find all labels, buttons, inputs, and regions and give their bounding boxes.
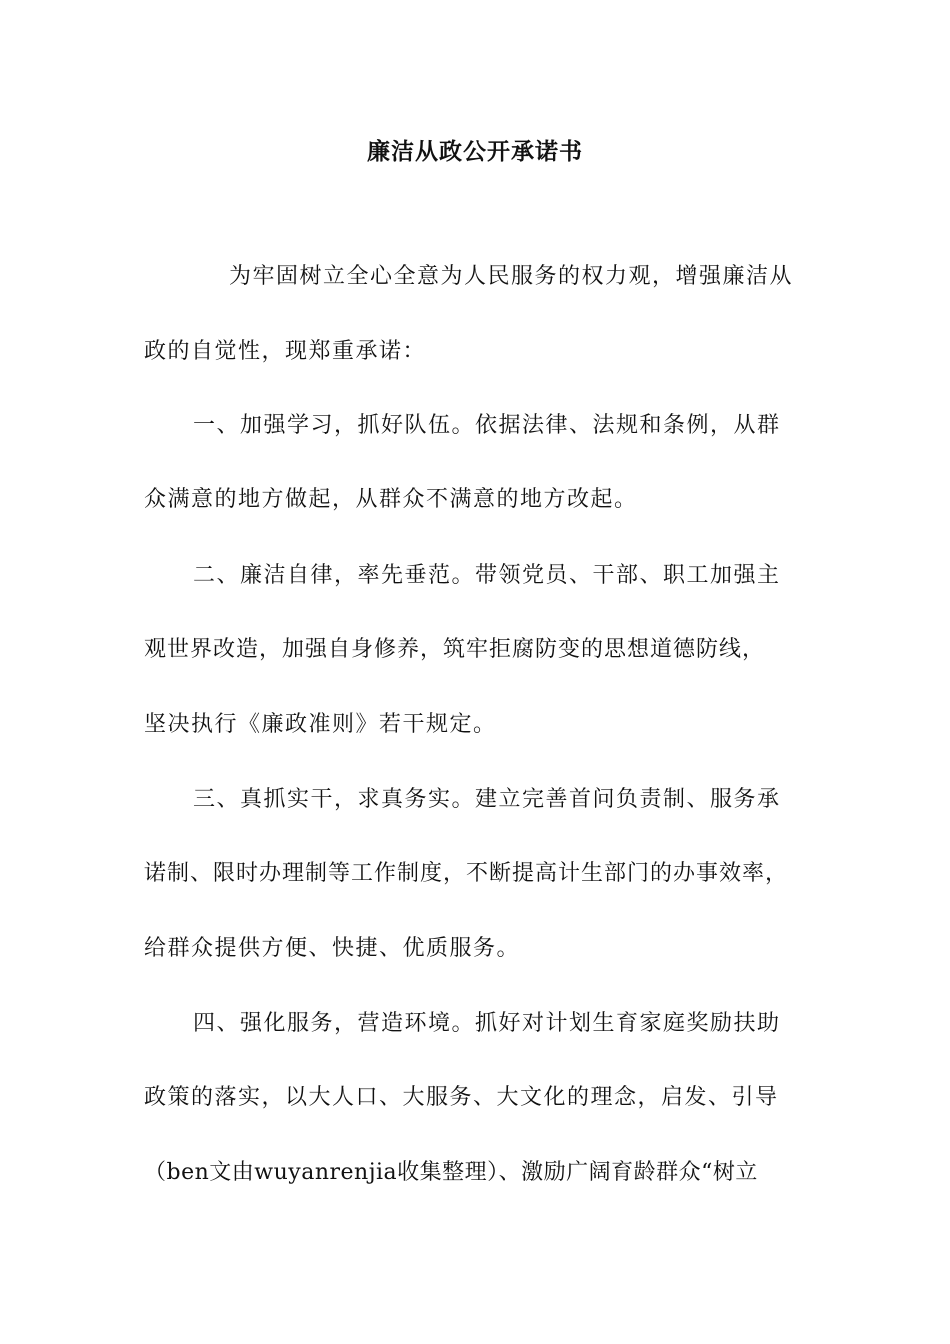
paragraph-line: 一、加强学习，抓好队伍。依据法律、法规和条例，从群 [193,413,781,438]
paragraph-line: 二、廉洁自律，率先垂范。带领党员、干部、职工加强主 [193,563,781,588]
paragraph-line: 坚决执行《廉政准则》若干规定。 [144,712,497,737]
paragraph-line: 四、强化服务，营造环境。抓好对计划生育家庭奖励扶助 [193,1011,781,1036]
paragraph-line: 政策的落实，以大人口、大服务、大文化的理念，启发、引导 [144,1085,779,1110]
paragraph-line: 为牢固树立全心全意为人民服务的权力观，增强廉洁从 [229,264,794,289]
paragraph-line: 给群众提供方便、快捷、优质服务。 [144,936,521,961]
paragraph-line: 三、真抓实干，求真务实。建立完善首问负责制、服务承 [193,787,781,812]
paragraph-line: 众满意的地方做起，从群众不满意的地方改起。 [144,487,638,512]
paragraph-line: 政的自觉性，现郑重承诺： [144,339,427,364]
paragraph-line: 观世界改造，加强自身修养，筑牢拒腐防变的思想道德防线， [144,637,766,662]
paragraph-line: （ben文由wuyanrenjia收集整理）、激励广阔育龄群众“树立 [144,1160,758,1185]
document-title: 廉洁从政公开承诺书 [367,139,583,165]
paragraph-line: 诺制、限时办理制等工作制度，不断提高计生部门的办事效率， [144,861,789,886]
